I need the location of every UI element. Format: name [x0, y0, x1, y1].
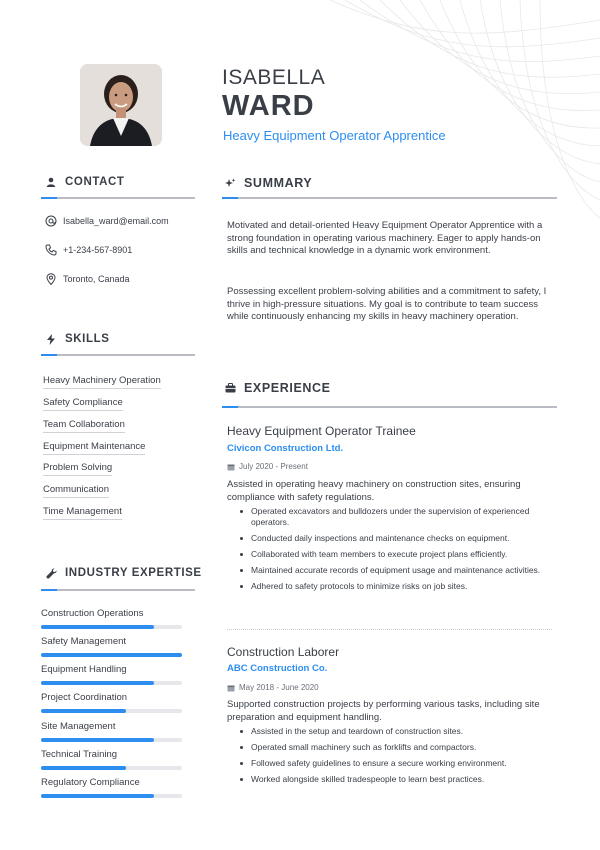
- contact-email[interactable]: [45, 215, 169, 227]
- summary-paragraph: Possessing excellent problem-solving abilities and a commitment to safety, I thrive in high-pressure situations. My goal is to contribute to team success while continuously enhancing my skills in heavy machinery operation.: [227, 286, 547, 323]
- skills-heading-label: SKILLS: [65, 333, 110, 345]
- expertise-bar: [41, 681, 182, 685]
- job-separator: [227, 629, 552, 630]
- job-company: ABC Construction Co.: [227, 663, 328, 674]
- job-description: Supported construction projects by performing various tasks, including site preparation and equipment handling.: [227, 699, 540, 723]
- job-bullet: Maintained accurate records of equipment usage and maintenance activities.: [240, 565, 558, 576]
- skills-heading: [45, 333, 110, 345]
- contact-location: [45, 273, 130, 285]
- expertise-item: [41, 777, 182, 798]
- person-icon: [45, 176, 57, 188]
- experience-rule: [222, 406, 557, 408]
- wrench-icon: [45, 567, 57, 579]
- last-name: WARD: [222, 90, 315, 122]
- summary-rule: [222, 197, 557, 199]
- summary-paragraph: Motivated and detail-oriented Heavy Equipment Operator Apprentice with a strong foundation in operating various machinery. Eager to apply hands-on skills and technical knowledge in a dynamic work environment.: [227, 220, 543, 257]
- contact-location-text: Toronto, Canada: [63, 274, 130, 284]
- expertise-label: Safety Management: [41, 636, 127, 647]
- expertise-item: [41, 608, 182, 629]
- job-role: Construction Laborer: [227, 645, 340, 659]
- experience-heading-label: EXPERIENCE: [244, 381, 331, 395]
- briefcase-icon: [224, 382, 236, 394]
- job-bullet: Collaborated with team members to execute project plans efficiently.: [240, 549, 558, 560]
- expertise-fill: [41, 738, 154, 742]
- expertise-fill: [41, 625, 154, 629]
- expertise-fill: [41, 794, 154, 798]
- expertise-label: Technical Training: [41, 749, 118, 760]
- phone-icon: [45, 244, 57, 256]
- skill-item: Equipment Maintenance: [43, 441, 145, 455]
- contact-phone-text: +1-234-567-8901: [63, 245, 133, 255]
- lightning-icon: [45, 333, 57, 345]
- calendar-icon: [227, 684, 235, 692]
- contact-rule: [41, 197, 195, 199]
- expertise-bar: [41, 625, 182, 629]
- expertise-bar: [41, 766, 182, 770]
- skill-item: Heavy Machinery Operation: [43, 375, 161, 389]
- expertise-item: [41, 749, 182, 770]
- experience-heading: [224, 381, 331, 395]
- job-bullet: Operated small machinery such as forklifts and compactors.: [240, 742, 558, 753]
- first-name: ISABELLA: [222, 66, 326, 89]
- summary-heading-label: SUMMARY: [244, 176, 313, 190]
- job-bullet: Assisted in the setup and teardown of construction sites.: [240, 726, 558, 737]
- skills-rule: [41, 354, 195, 356]
- at-icon: [45, 215, 57, 227]
- skill-item: Team Collaboration: [43, 419, 125, 433]
- expertise-fill: [41, 653, 182, 657]
- contact-phone[interactable]: [45, 244, 132, 256]
- expertise-bar: [41, 653, 182, 657]
- expertise-label: Project Coordination: [41, 692, 128, 703]
- skill-item: Time Management: [43, 506, 122, 520]
- summary-heading: [224, 176, 312, 190]
- job-description: Assisted in operating heavy machinery on construction sites, ensuring compliance with safety regulations.: [227, 479, 521, 503]
- location-pin-icon: [45, 273, 57, 285]
- job-role: Heavy Equipment Operator Trainee: [227, 424, 416, 438]
- expertise-fill: [41, 709, 126, 713]
- job-bullets: [240, 506, 558, 597]
- expertise-label: Regulatory Compliance: [41, 777, 140, 788]
- expertise-fill: [41, 766, 126, 770]
- expertise-label: Equipment Handling: [41, 664, 127, 675]
- sparkle-icon: [224, 177, 236, 189]
- job-bullet: Conducted daily inspections and maintenance checks on equipment.: [240, 533, 558, 544]
- job-title: Heavy Equipment Operator Apprentice: [223, 128, 446, 143]
- job-bullets: [240, 726, 558, 790]
- job-dates: [227, 683, 319, 692]
- job-bullet: Worked alongside skilled tradespeople to learn best practices.: [240, 774, 558, 785]
- contact-email-text: Isabella_ward@email.com: [63, 216, 169, 226]
- contact-heading-label: CONTACT: [65, 176, 125, 188]
- job-dates: [227, 462, 308, 471]
- expertise-label: Site Management: [41, 721, 116, 732]
- job-bullet: Followed safety guidelines to ensure a secure working environment.: [240, 758, 558, 769]
- job-bullet: Operated excavators and bulldozers under the supervision of experienced operators.: [240, 506, 558, 527]
- expertise-label: Construction Operations: [41, 608, 144, 619]
- skill-item: Safety Compliance: [43, 397, 123, 411]
- skill-item: Problem Solving: [43, 462, 112, 476]
- expertise-bar: [41, 794, 182, 798]
- profile-photo: [80, 64, 162, 146]
- job-dates-text: July 2020 - Present: [239, 462, 308, 471]
- expertise-fill: [41, 681, 154, 685]
- job-bullet: Adhered to safety protocols to minimize risks on job sites.: [240, 581, 558, 592]
- skill-item: Communication: [43, 484, 109, 498]
- expertise-rule: [41, 589, 195, 591]
- expertise-heading-label: INDUSTRY EXPERTISE: [65, 567, 202, 579]
- expertise-item: [41, 636, 182, 657]
- expertise-bar: [41, 709, 182, 713]
- job-company: Civicon Construction Ltd.: [227, 443, 344, 454]
- expertise-bar: [41, 738, 182, 742]
- expertise-item: [41, 692, 182, 713]
- job-dates-text: May 2018 - June 2020: [239, 683, 319, 692]
- expertise-heading: [45, 567, 202, 579]
- contact-heading: [45, 176, 125, 188]
- expertise-item: [41, 664, 182, 685]
- expertise-item: [41, 721, 182, 742]
- calendar-icon: [227, 463, 235, 471]
